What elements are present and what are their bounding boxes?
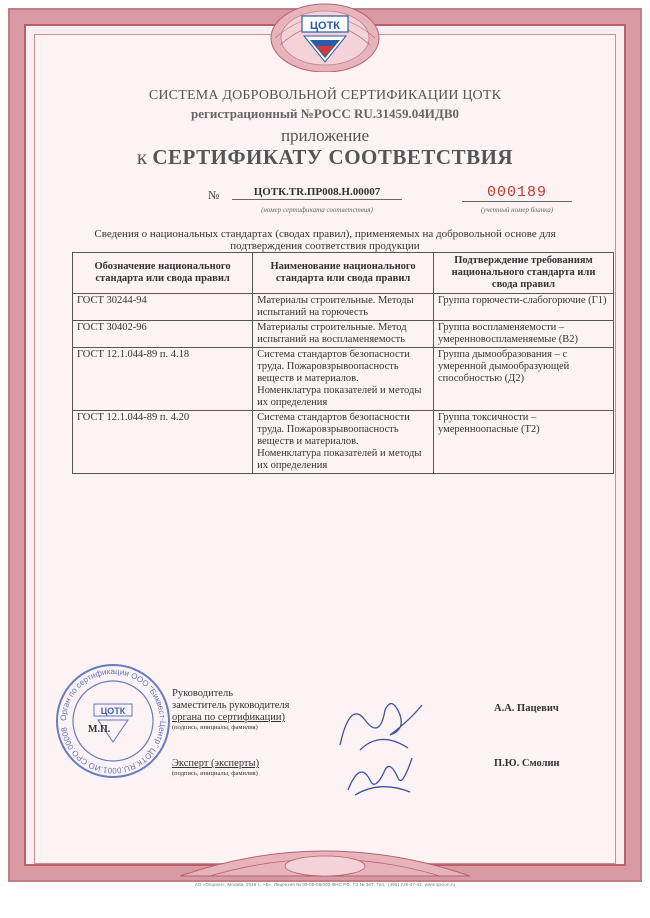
standard-name [253,321,434,348]
standard-name-line: Система стандартов безопасности труда. Пожаровзрывоопасность веществ и материалов. [257,412,410,447]
stamp-center-text: ЦОТК [100,706,126,716]
standard-name [253,411,434,474]
mp-mark: М.П. [88,724,111,735]
printer-footer: АО «Опцион», Москва, 2016 г., «Б», Лицензия № 05-05-09/003 ФНС РФ, ТЗ № 367, Тел.: (495) 726-47-42, www.opcion.ru [194,882,456,887]
certificate-number: ЦОТК.TR.ПР008.Н.00007 [232,186,402,200]
standard-confirmation: Группа горючести-слабогорючие (Г1) [433,294,613,321]
intro-text: Сведения о национальных стандартах (сводах правил), применяемых на добровольной основе для подтверждения соответствия продукции [94,228,556,252]
standard-confirmation: Группа воспламеняемости – умеренновоспламеняемые (В2) [433,321,613,348]
standard-confirmation: Группа токсичности – умеренноопасные (Т2) [433,411,613,474]
standard-name-line: Номенклатура показателей и методы их определения [257,385,422,408]
standard-confirmation: Группа дымообразования – с умеренной дымообразующей способностью (Д2) [433,348,613,411]
serial-number: 000189 [462,184,572,202]
table-header-row [73,253,614,294]
expert-title [172,758,259,770]
stamp-ring-text: Орган по сертификации ООО "Биквест-Центр" ЦОТК.RU.0001.ИО.СРО.00008 [58,666,168,776]
cotk-logo [290,6,360,66]
head-title-line2: заместитель руководителя [172,700,290,711]
appendix-word: приложение [280,126,370,145]
standard-name [253,294,434,321]
head-signature-block [172,688,289,732]
organization-stamp [54,662,172,780]
head-title-line3-text: органа по сертификации) [172,712,286,723]
head-title-line3 [172,712,289,724]
standard-name-line: Система стандартов безопасности труда. Пожаровзрывоопасность веществ и материалов. [257,349,410,384]
to-prefix: к [136,145,153,169]
serial-number-caption: (учетный номер бланка) [480,206,554,214]
table-row [73,294,614,321]
certificate-title-text: СЕРТИФИКАТУ СООТВЕТСТВИЯ [152,145,514,169]
standard-name-line: Материалы строительные. Метод испытаний на воспламеняемость [257,322,407,345]
standard-name-line: Номенклатура показателей и методы их определения [257,448,422,471]
number-sign: № [208,188,220,202]
logo-text: ЦОТК [309,20,341,32]
table-row [73,411,614,474]
table-row [73,348,614,411]
registration-number: регистрационный №РОСС RU.31459.04ИДВ0 [190,106,460,121]
bottom-ornament [180,836,470,880]
expert-signature [340,750,420,800]
standard-code: ГОСТ 12.1.044-89 п. 4.20 [73,411,253,474]
standard-code: ГОСТ 30244-94 [73,294,253,321]
standard-name-line: Материалы строительные. Методы испытаний на горючесть [257,295,414,318]
certificate-number-caption: (номер сертификата соответствия) [261,206,373,214]
certificate-title [0,145,650,170]
svg-text:Орган по сертификации ООО "Бик [59,667,167,775]
column-header: Подтверждение требованиям национального стандарта или свода правил [433,253,613,294]
head-name: А.А. Пацевич [494,703,559,714]
head-caption: (подпись, инициалы, фамилия) [172,724,258,731]
expert-title-text: Эксперт (эксперты) [172,758,260,769]
expert-caption: (подпись, инициалы, фамилия) [172,770,258,777]
column-header: Наименование национального стандарта или свода правил [253,253,434,294]
expert-name: П.Ю. Смолин [494,758,560,769]
head-title-line1: Руководитель [172,688,233,699]
table-row [73,321,614,348]
standards-table [72,252,614,474]
standard-code: ГОСТ 12.1.044-89 п. 4.18 [73,348,253,411]
system-title: СИСТЕМА ДОБРОВОЛЬНОЙ СЕРТИФИКАЦИИ ЦОТК [148,88,502,103]
column-header: Обозначение национального стандарта или свода правил [73,253,253,294]
standard-name [253,348,434,411]
standard-code: ГОСТ 30402-96 [73,321,253,348]
expert-signature-block [172,758,259,778]
